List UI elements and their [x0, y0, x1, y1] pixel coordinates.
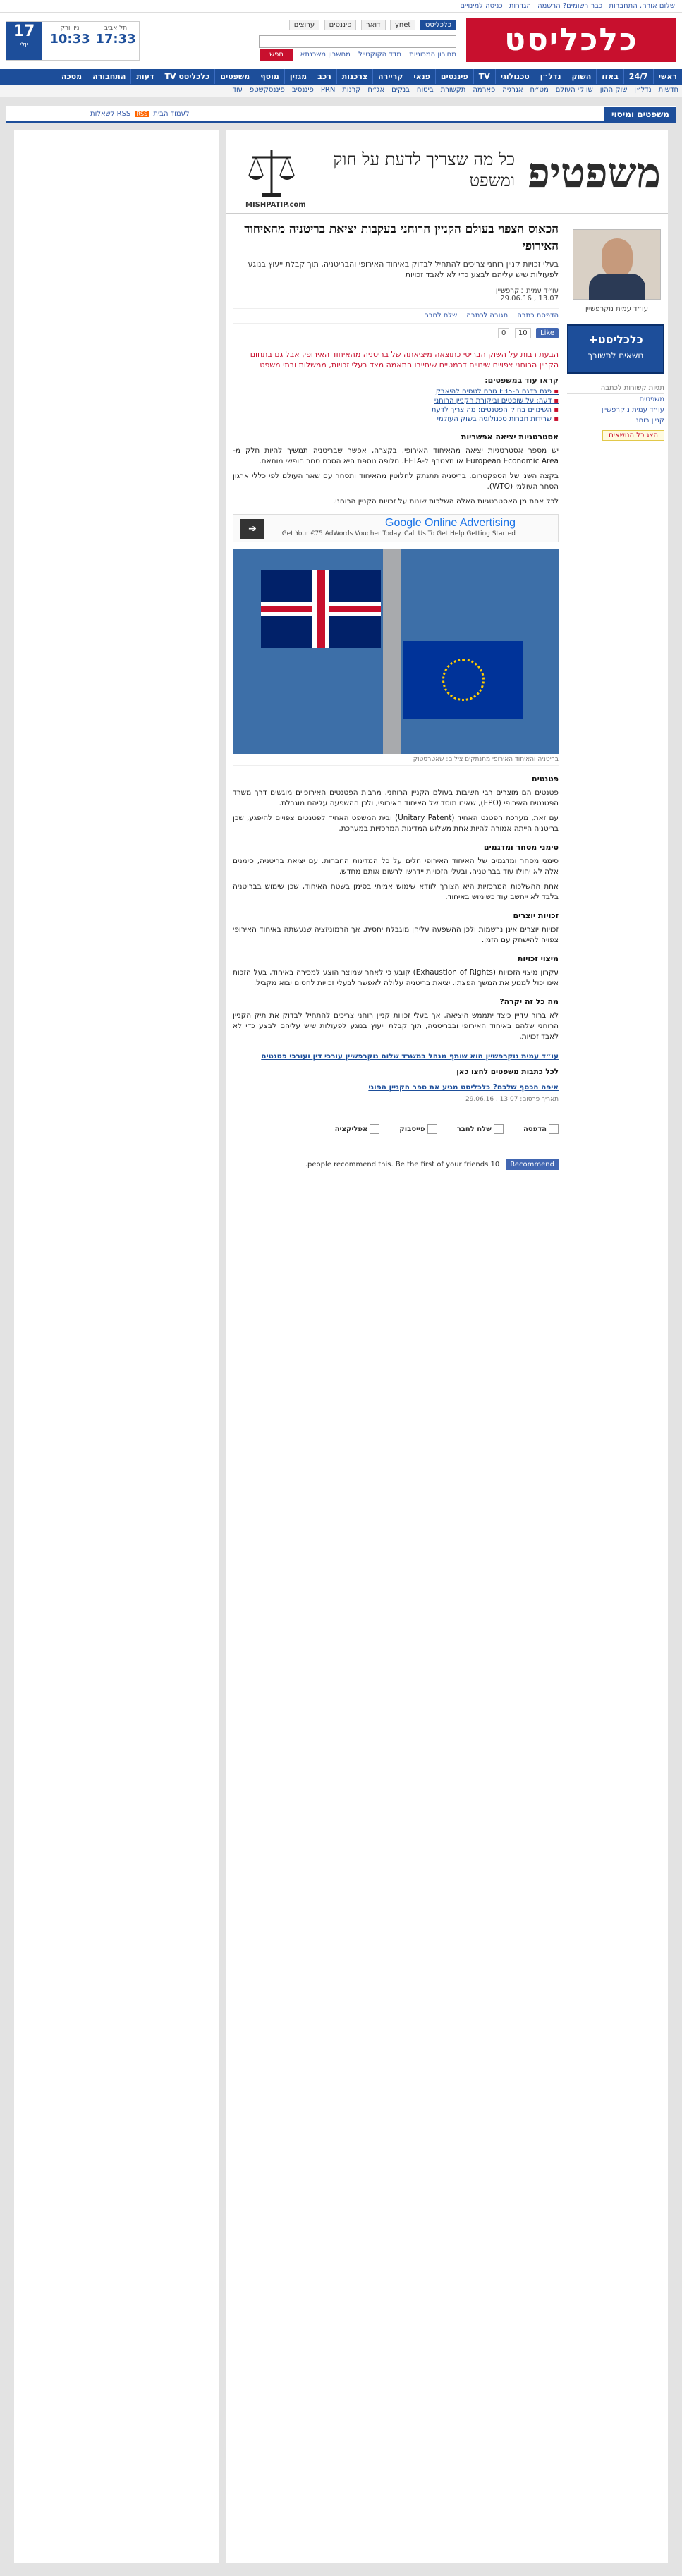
subnav-item[interactable]: תקשורת — [440, 86, 466, 94]
paragraph: יש מספר אסטרטגיות יציאה מהאיחוד האירופי. בקצרה, אפשר שבריטניה תמשיך להיות חלק מ-European Economic Area או תצטרף ל-EFTA. חלופה נוספת היא הסכם סחר חופשי מותאם. — [233, 446, 559, 465]
share-count: 0 — [498, 328, 509, 338]
header-link-cocktail[interactable]: מדד הקוקטייל — [358, 51, 402, 59]
article-photo — [233, 549, 559, 754]
section-bar — [6, 106, 676, 123]
comment-button[interactable]: תגובה לכתבה — [466, 312, 509, 319]
promo-subtitle: נושאים לתשובך — [587, 350, 644, 360]
nav-item[interactable]: השוק — [566, 69, 596, 84]
byline-date: 13.07 , 29.06.16 — [500, 295, 559, 303]
nav-item[interactable]: כלכליסט TV — [159, 69, 214, 84]
topic-item[interactable]: משפטים — [639, 396, 664, 403]
byline-author[interactable]: עו״ד עמית נוקרפשיין — [495, 287, 559, 295]
clock-widget — [6, 21, 140, 61]
ad-title: Google Online Advertising — [385, 517, 516, 529]
article — [233, 221, 559, 1173]
banner-slogan: כל מה שצריך לדעת על חוק ומשפט — [333, 149, 515, 190]
read-more-box — [233, 376, 559, 424]
subnav-item[interactable]: עוד — [232, 86, 243, 94]
left-ad-column — [14, 130, 219, 2563]
ad-arrow-icon: ➔ — [240, 519, 264, 539]
subnav-item[interactable]: קרנות — [342, 86, 361, 94]
subnav-item[interactable]: חדשות — [658, 86, 678, 94]
subnav-item[interactable]: מט״ח — [530, 86, 549, 94]
nav-item[interactable]: התחבורה — [87, 69, 130, 84]
topbar-item-settings[interactable]: הגדרות — [509, 2, 531, 10]
banner-caption: MISHPATIP.com — [245, 201, 306, 209]
section-tag[interactable]: משפטים ומיסוי — [604, 107, 676, 121]
share-facebook-label: פייסבוק — [399, 1125, 425, 1133]
facebook-icon — [427, 1124, 437, 1134]
author-photo[interactable] — [573, 229, 661, 300]
sub-nav — [0, 85, 682, 97]
mishpatip-banner[interactable] — [226, 136, 668, 214]
rss-link-questions[interactable]: RSS לשאלות — [90, 110, 131, 118]
nav-item[interactable]: דעות — [130, 69, 159, 84]
like-count: 10 — [515, 328, 531, 338]
nav-item[interactable]: רכב — [312, 69, 336, 84]
print-button[interactable]: הדפסת כתבה — [517, 312, 559, 319]
rss-links — [90, 110, 190, 118]
nav-item[interactable]: צרכנות — [336, 69, 372, 84]
subnav-item[interactable]: נדל״ן — [634, 86, 652, 94]
nav-item[interactable]: פנאי — [408, 69, 434, 84]
calcalist-plus-promo[interactable] — [567, 324, 664, 374]
nav-item[interactable]: TV — [473, 69, 495, 84]
clock-tel-aviv — [95, 25, 137, 47]
read-more-link[interactable]: ▪ שרידות חברות טכנולוגיה בשוק העולמי — [233, 415, 559, 424]
show-all-topics-button[interactable]: הצג כל הנושאים — [602, 430, 664, 441]
email-icon — [494, 1124, 504, 1134]
quick-tab-mail[interactable]: דואר — [361, 20, 386, 30]
paragraph: בקצה השני של הספקטרום, בריטניה תתנתק לחלוטין מהאיחוד ותסחר עם שאר העולם לפי כללי ארגון הסחר העולמי (WTO). — [233, 472, 559, 491]
section-heading: מיצוי זכויות — [517, 954, 559, 963]
share-app[interactable] — [335, 1125, 380, 1133]
article-footer — [233, 1052, 559, 1103]
banner-brand: משפטיפ — [528, 149, 661, 197]
clock-new-york — [49, 25, 91, 47]
rss-icon[interactable]: RSS — [136, 111, 148, 117]
quick-tab-channels[interactable]: ערוצים — [289, 20, 319, 30]
nav-item[interactable]: קריירה — [372, 69, 408, 84]
article-lead: הבעת רבות על השוק הבריטי כתוצאה מיציאתה של בריטניה מהאיחוד האירופי, אבל גם בתחום הקניין הרוחני צפויים שינויים דרמטיים שיחייבו התאמה מצד בעלי זכויות, ממשלות ובתי משפט — [250, 350, 559, 370]
topbar-item-subscriptions[interactable]: כניסה למינויים — [460, 2, 503, 10]
clock-time: 17:33 — [95, 32, 136, 47]
paragraph: לכל אחת מן האסטרטגיות האלה השלכות שונות על זכויות הקניין הרוחני. — [332, 497, 559, 506]
topic-item[interactable]: קניין רוחני — [634, 417, 664, 425]
paragraph: עקרון מיצוי הזכויות (Exhaustion of Rights) קובע כי לאחר שמוצר הוצע למכירה באיחוד, בעל הזכות אינו יכול למנוע את המשך הפצתו. יציאת בריטניה עלולה לאפשר לבעלי זכויות לחסום יבוא מקביל. — [233, 968, 559, 987]
app-icon — [370, 1124, 379, 1134]
quick-tab-finance[interactable]: פיננסים — [324, 20, 357, 30]
date-month: יולי — [20, 42, 28, 49]
clock-city: ניו יורק — [60, 25, 80, 32]
google-ad[interactable] — [233, 514, 559, 542]
share-app-label: אפליקציה — [334, 1125, 368, 1133]
subnav-item[interactable]: אג״ח — [367, 86, 385, 94]
topbar-item-register[interactable]: כבר רשומים? הרשמה — [537, 2, 603, 10]
topics-header: תגיות קשורות לכתבה — [567, 384, 664, 394]
sign-pole — [383, 549, 401, 754]
site-logo[interactable]: כלכליסט — [466, 18, 676, 62]
uk-flag — [261, 570, 381, 648]
read-more-link[interactable]: ▪ פגם בדגם ה-F35 גורם לטסים להיאבק — [233, 387, 559, 396]
subnav-item[interactable]: בנקים — [391, 86, 410, 94]
share-email[interactable] — [457, 1125, 504, 1133]
promo-link[interactable]: איפה הכסף שלכם? כלכליסט מגיע את ספר הקניין הפוגי — [368, 1083, 559, 1092]
paragraph: סימני מסחר ומדגמים של האיחוד האירופי חלים על כל המדינות החברות. עם יציאת בריטניה, סימנים אלה לא יחולו עוד בבריטניה, ובעלי הזכויות יידרשו לרשום אותם מחדש. — [233, 857, 559, 876]
subnav-item[interactable]: פיננסיב — [291, 86, 314, 94]
share-email-label: שלח לחבר — [456, 1125, 492, 1133]
read-more-title: קראו עוד במשפטים: — [485, 376, 559, 385]
recommend-text: 10 people recommend this. Be the first of your friends. — [305, 1161, 500, 1168]
section-heading: פטנטים — [531, 774, 559, 783]
nav-item[interactable]: טכנולוגי — [495, 69, 535, 84]
paragraph: לא ברור עדיין כיצד יתממש היציאה, אך בעלי זכויות קניין רוחני צריכים להתחיל לבדוק את תיק הקניין הרוחני שלהם באיחוד האירופי ובבריטניה, תוך קבלת ייעוץ בנוגע לפעולות שיש עליהם לבצע כדי לא לאבד זכויות. — [233, 1011, 559, 1041]
share-icons-row — [233, 1124, 559, 1138]
author-bio-link[interactable]: עו״ד עמית נוקרפשיין הוא שותף מנהל במשרד שלום נוקרפשיין עורכי דין ועורכי פטנטים — [261, 1052, 559, 1061]
author-body — [589, 274, 645, 300]
eu-flag — [403, 641, 523, 719]
facebook-like-button[interactable]: Like — [536, 328, 559, 338]
date-badge — [6, 22, 42, 60]
send-friend-button[interactable]: שלח לחבר — [425, 312, 458, 319]
related-topics — [567, 384, 664, 441]
quick-tabs — [259, 20, 456, 31]
paragraph: זכויות יוצרים אינן נרשמות ולכן ההשפעה עליהן מוגבלת יחסית, אך הרמוניזציה שנעשתה באיחוד האירופי צפויה להישחק עם הזמן. — [233, 925, 559, 944]
photo-caption: בריטניה והאיחוד האירופי מתנתקים צילום: שאטרסטוק — [233, 756, 559, 766]
main-nav — [0, 69, 682, 85]
nav-item[interactable]: ראשי — [653, 69, 682, 84]
nav-item[interactable]: מגזין — [284, 69, 312, 84]
rss-link-home[interactable]: לעמוד הבית — [153, 110, 190, 118]
read-more-link[interactable]: ▪ השינויים בחוק הפטנטים: מה צריך לדעת — [233, 405, 559, 415]
scales-icon — [247, 145, 296, 201]
quick-tab-ynet[interactable]: ynet — [390, 20, 415, 30]
ad-subtitle: Get Your €75 AdWords Voucher Today. Call Us To Get Help Getting Started — [281, 530, 516, 537]
header-link-cars[interactable]: מחירון המכוניות — [409, 51, 456, 59]
section-heading: אסטרטגיות יציאה אפשריות — [461, 432, 559, 441]
author-name[interactable]: עו״ד עמית נוקרפשיין — [585, 305, 649, 313]
nav-item[interactable]: נדל״ן — [535, 69, 566, 84]
header-link-mortgage[interactable]: מחשבון משכנתא — [300, 51, 351, 59]
topic-item[interactable]: עו״ד עמית נוקרפשיין — [601, 406, 664, 414]
subnav-item[interactable]: אנרגיה — [502, 86, 523, 94]
read-more-link[interactable]: ▪ דעה: על שופטים וביקורת הקניין הרוחני — [233, 396, 559, 405]
article-byline — [233, 287, 559, 303]
publish-date: תאריך פרסום: 13.07 , 29.06.16 — [465, 1096, 559, 1103]
subnav-item[interactable]: ביטוח — [416, 86, 434, 94]
nav-item[interactable]: מסכה — [56, 69, 87, 84]
share-facebook[interactable] — [399, 1125, 437, 1133]
date-day: 17 — [13, 23, 35, 40]
article-subtitle: בעלי זכויות קניין רוחני צריכים להתחיל לבדוק באיחוד האירופי והבריטניה, תוך קבלת ייעוץ בנוגע לפעולות שיש עליהם לבצע כדי לא לאבד זכויות — [248, 260, 559, 279]
section-heading: זכויות יוצרים — [513, 911, 559, 920]
header-links — [295, 51, 456, 59]
paragraph: אחת ההשלכות המרכזיות היא הצורך לוודא שימוש אמיתי בסימן בשטח האיחוד, שכן שימוש בבריטניה בלבד לא ייחשב עוד כשימוש באיחוד. — [233, 882, 559, 901]
author-head — [602, 238, 633, 278]
nav-item[interactable]: פיננסים — [435, 69, 473, 84]
topbar-item-login[interactable]: שלום אורח, התחברות — [609, 2, 675, 10]
quick-tab-calcalist[interactable]: כלכליסט — [420, 20, 456, 30]
recommend-button[interactable]: Recommend — [506, 1159, 559, 1170]
article-tools — [233, 308, 559, 324]
clock-time: 10:33 — [49, 32, 90, 47]
nav-item[interactable]: באזז — [596, 69, 623, 84]
search-input[interactable] — [259, 35, 456, 48]
paragraph: עם זאת, מערכת הפטנט האחיד (Unitary Patent) ובית המשפט האחיד לפטנטים צפויים להיפגע, שכן בריטניה הייתה אמורה להיות אחת משלוש המדינות המרכזיות במערכת. — [233, 814, 559, 833]
paragraph: פטנטים הם מוצרים רבי חשיבות בעולם הקניין הרוחני. מרבית הפטנטים האירופיים מוגשים דרך משרד הפטנטים האירופי (EPO), שאינו מוסד של האיחוד האירופי, ולכן ההשפעה עליהם מוגבלת. — [233, 788, 559, 807]
share-print[interactable] — [523, 1125, 559, 1133]
print-icon — [549, 1124, 559, 1134]
facebook-recommend — [233, 1159, 559, 1173]
all-articles-link[interactable]: לכל כתבות משפטים לחצו כאן — [456, 1068, 559, 1076]
share-print-label: הדפסה — [523, 1125, 547, 1133]
subnav-item[interactable]: שווקי העולם — [555, 86, 593, 94]
nav-item[interactable]: משפטים — [214, 69, 255, 84]
search-button[interactable]: חפש — [260, 49, 293, 61]
section-heading: מה כל זה יקרה? — [499, 997, 559, 1006]
promo-title: כלכליסט+ — [588, 333, 643, 346]
subnav-item[interactable]: שוק ההון — [599, 86, 628, 94]
article-title: הכאוס הצפוי בעולם הקניין הרוחני בעקבות יציאת בריטניה מהאיחוד האירופי — [244, 222, 559, 253]
top-utility-bar — [0, 0, 682, 13]
section-heading: סימני מסחר ומדגמים — [483, 843, 559, 852]
nav-item[interactable]: מוסף — [255, 69, 284, 84]
main-content — [226, 130, 668, 2563]
subnav-item[interactable]: PRN — [320, 86, 336, 94]
social-row — [233, 328, 559, 342]
nav-item[interactable]: 24/7 — [623, 69, 653, 84]
subnav-item[interactable]: פארמה — [473, 86, 496, 94]
subnav-item[interactable]: פיננסקשטפ — [249, 86, 285, 94]
site-header — [0, 13, 682, 69]
clock-city: תל אביב — [104, 25, 128, 32]
